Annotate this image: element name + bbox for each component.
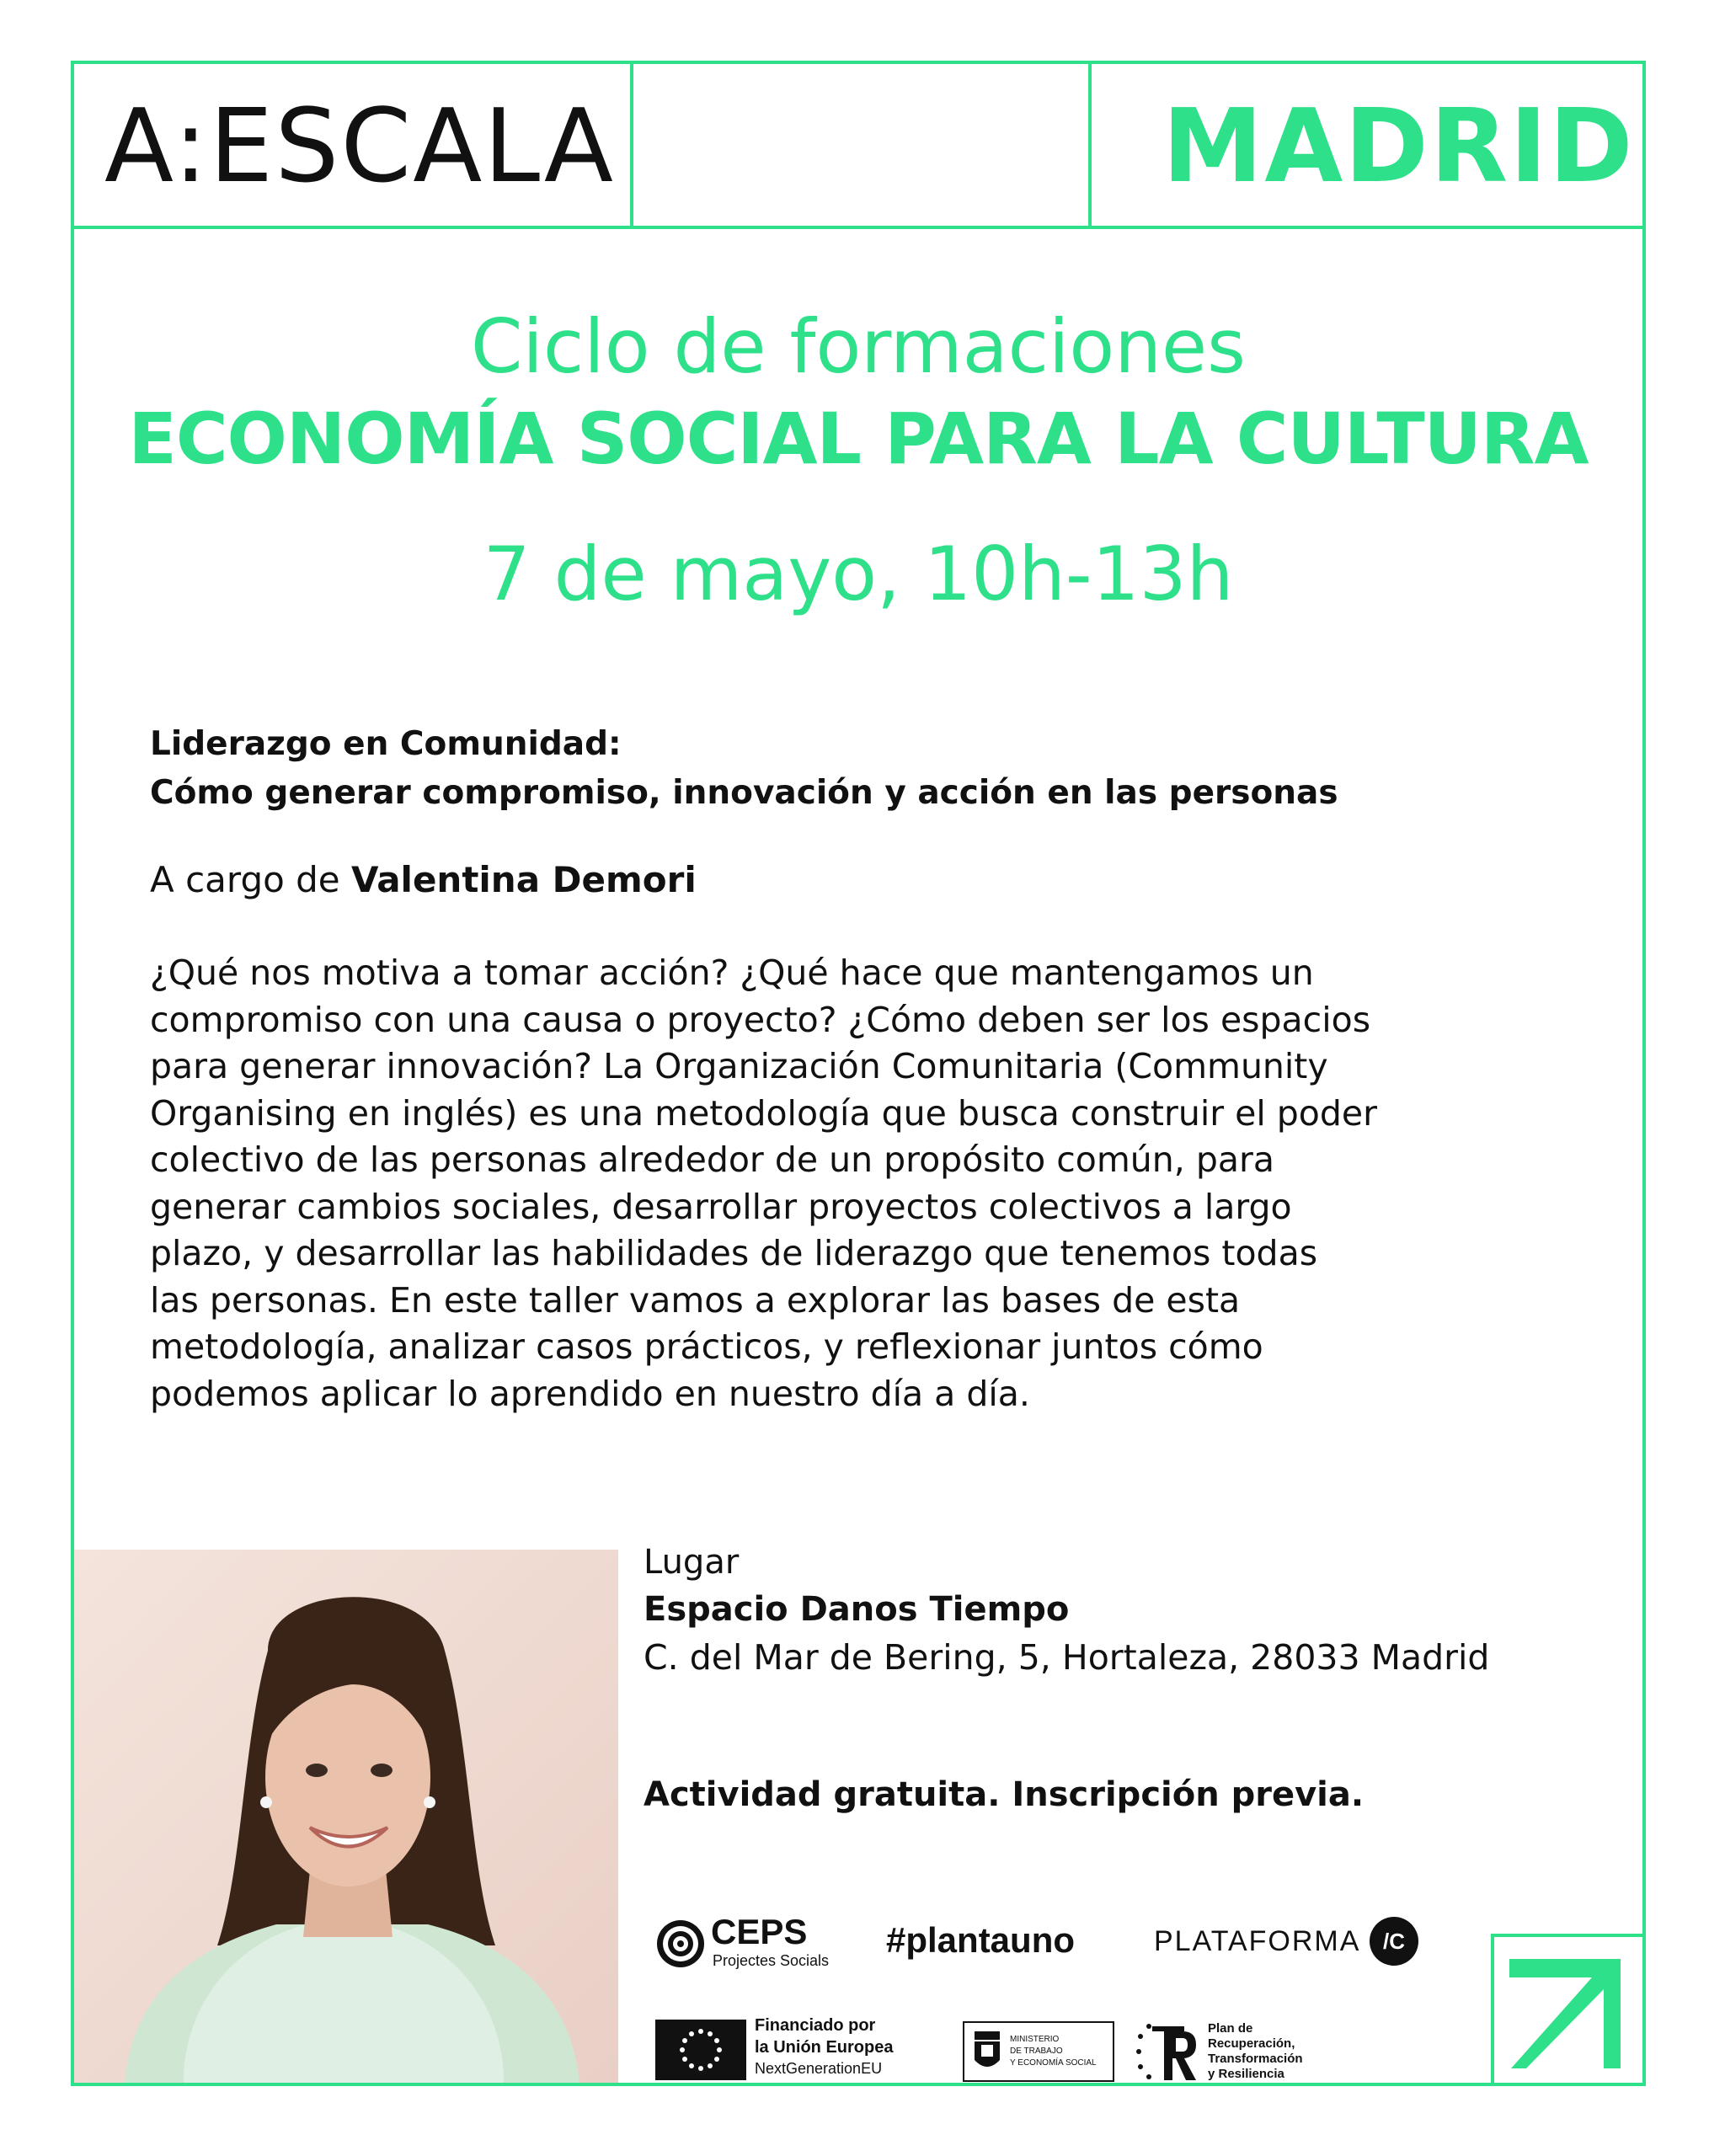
- ceps-subtitle: Projectes Socials: [713, 1952, 830, 1969]
- venue-name: Espacio Danos Tiempo: [644, 1590, 1070, 1629]
- description-line: podemos aplicar lo aprendido en nuestro día a día.: [150, 1373, 1030, 1414]
- prtr-logo: [1134, 2020, 1319, 2084]
- cycle-title: ECONOMÍA SOCIAL PARA LA CULTURA: [128, 398, 1589, 480]
- ministry-line: Y ECONOMÍA SOCIAL: [1010, 2058, 1097, 2068]
- eu-line: NextGenerationEU: [755, 2060, 883, 2077]
- header-divider: [630, 61, 633, 229]
- eu-line: la Unión Europea: [755, 2038, 894, 2057]
- registration-notice: Actividad gratuita. Inscripción previa.: [644, 1775, 1365, 1814]
- eu-flag-icon: [655, 2020, 746, 2080]
- speaker-photo: [74, 1550, 618, 2083]
- cycle-label: Ciclo de formaciones: [470, 303, 1247, 390]
- prtr-line: Recuperación,: [1208, 2036, 1295, 2051]
- city-label: MADRID: [1162, 88, 1635, 205]
- plataforma-mark: /C: [1370, 1917, 1418, 1966]
- topic-line: Cómo generar compromiso, innovación y acción en las personas: [150, 774, 1338, 812]
- plataforma-logo: [1154, 1917, 1432, 1967]
- description-line: metodología, analizar casos prácticos, y reflexionar juntos cómo: [150, 1326, 1263, 1367]
- session-topic: [150, 720, 1338, 818]
- eu-funding-logo: [655, 2016, 908, 2084]
- prtr-line: y Resiliencia: [1208, 2067, 1284, 2081]
- ministry-logo: [963, 2021, 1114, 2082]
- ceps-name: CEPS: [711, 1912, 808, 1951]
- ceps-logo: [655, 1912, 841, 1969]
- description-line: generar cambios sociales, desarrollar proyectos colectivos a largo: [150, 1186, 1292, 1227]
- prtr-line: Transformación: [1208, 2052, 1303, 2066]
- coat-of-arms-icon: [971, 2028, 1003, 2075]
- plantauno-logo: #plantauno: [886, 1920, 1076, 1960]
- description-line: ¿Qué nos motiva a tomar acción? ¿Qué hace que mantengamos un: [150, 953, 1314, 993]
- prtr-mark: [1134, 2020, 1201, 2084]
- description-line: Organising en inglés) es una metodología que busca construir el poder: [150, 1092, 1377, 1134]
- eu-line: Financiado por: [755, 2016, 876, 2035]
- description-line: para generar innovación? La Organización Comunitaria (Community: [150, 1046, 1328, 1086]
- description-line: las personas. En este taller vamos a explorar las bases de esta: [150, 1279, 1241, 1321]
- venue-address: C. del Mar de Bering, 5, Hortaleza, 28033 Madrid: [644, 1637, 1490, 1678]
- ceps-concentric-icon: [655, 1919, 706, 1969]
- prtr-r-icon: [1134, 2020, 1201, 2084]
- event-date: 7 de mayo, 10h-13h: [483, 531, 1234, 617]
- session-description: [150, 950, 1599, 1417]
- brand-logo: A:ESCALA: [104, 88, 615, 205]
- ministry-line: MINISTERIO: [1010, 2035, 1060, 2044]
- speaker-name: Valentina Demori: [351, 859, 697, 900]
- byline: [150, 859, 697, 900]
- ministry-line: DE TRABAJO: [1010, 2047, 1063, 2056]
- description-line: plazo, y desarrollar las habilidades de liderazgo que tenemos todas: [150, 1233, 1318, 1273]
- prtr-line: Plan de: [1208, 2021, 1253, 2036]
- description-line: compromiso con una causa o proyecto? ¿Cómo deben ser los espacios: [150, 999, 1371, 1040]
- byline-prefix: A cargo de: [150, 859, 351, 900]
- speaker-portrait-illustration: [74, 1550, 618, 2083]
- topic-line: Liderazgo en Comunidad:: [150, 725, 622, 763]
- corner-arrow-box: [1491, 1934, 1646, 2086]
- arrow-up-right-icon: [1494, 1937, 1646, 2086]
- venue-label: Lugar: [644, 1543, 740, 1582]
- description-line: colectivo de las personas alrededor de un propósito común, para: [150, 1139, 1274, 1180]
- header-divider: [1088, 61, 1092, 229]
- plataforma-wordmark: PLATAFORMA: [1154, 1925, 1361, 1957]
